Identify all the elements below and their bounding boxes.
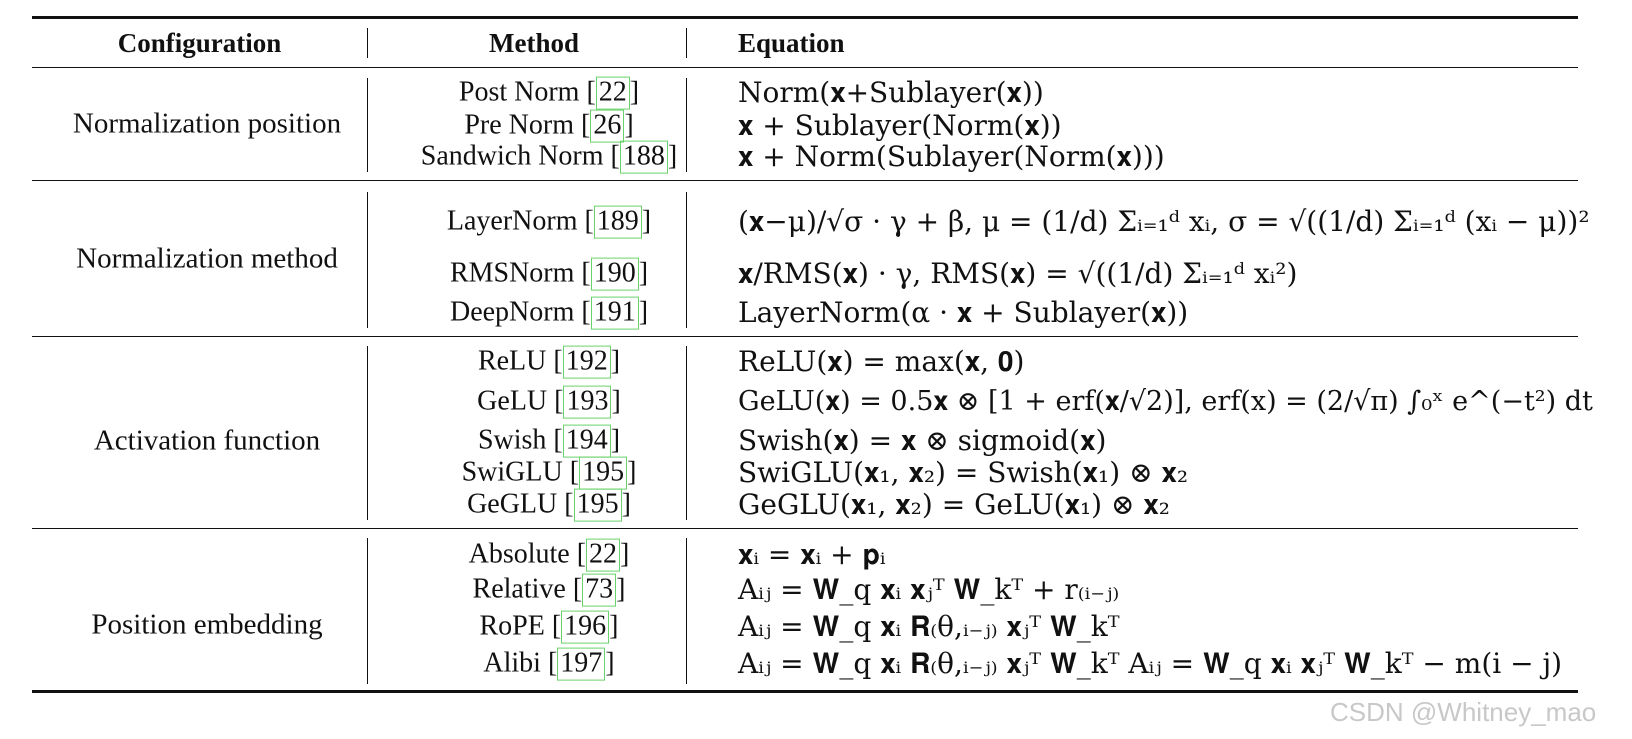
method-name: LayerNorm [446,205,578,237]
config-position-embedding: Position embedding [91,608,323,641]
citation-link[interactable]: 22 [586,539,620,572]
equation-cell: Swish(𝐱) = 𝐱 ⊗ sigmoid(𝐱) [738,424,1107,457]
citation-link[interactable]: 189 [594,206,642,239]
citation-link[interactable]: 73 [582,574,616,607]
method-cell: ReLU [ 192 ] [477,345,621,377]
citation-link[interactable]: 191 [591,297,639,330]
column-separator [686,28,687,58]
method-cell: RoPE [ 196 ] [479,610,619,642]
method-name: Pre Norm [464,109,574,141]
equation-cell: GeGLU(𝐱₁, 𝐱₂) = GeLU(𝐱₁) ⊗ 𝐱₂ [738,488,1170,521]
method-name: ReLU [477,345,547,377]
group-divider [32,336,1578,337]
method-name: Swish [477,424,547,456]
equation-cell: SwiGLU(𝐱₁, 𝐱₂) = Swish(𝐱₁) ⊗ 𝐱₂ [738,456,1189,489]
citation-link[interactable]: 195 [579,457,627,490]
method-name: Post Norm [458,76,580,108]
citation-link[interactable]: 22 [596,77,630,110]
watermark: CSDN @Whitney_mao [1330,697,1597,727]
method-name: RMSNorm [449,257,575,289]
method-cell: SwiGLU [ 195 ] [461,456,637,488]
method-name: RoPE [479,610,545,642]
header-equation: Equation [738,28,845,58]
bottom-rule [32,690,1578,693]
method-name: DeepNorm [449,296,575,328]
method-cell: GeLU [ 193 ] [477,385,621,417]
equation-cell: 𝐱ᵢ = 𝐱ᵢ + 𝐩ᵢ [738,538,886,571]
citation-link[interactable]: 195 [574,489,622,522]
method-cell: Alibi [ 197 ] [483,647,615,679]
equation-cell: GeLU(𝐱) = 0.5𝐱 ⊗ [1 + erf(𝐱/√2)], erf(x) = (2/√π) ∫₀ˣ e^(−t²) dt [738,386,1593,417]
equation-cell: 𝐱 + Sublayer(Norm(𝐱)) [738,109,1062,142]
method-name: Alibi [483,647,541,679]
citation-link[interactable]: 188 [620,141,668,174]
method-name: GeLU [477,385,548,417]
equation-cell: Aᵢⱼ = 𝐖_q 𝐱ᵢ 𝐑₍θ,ᵢ₋ⱼ₎ 𝐱ⱼᵀ 𝐖_kᵀ [738,610,1120,643]
group-divider [32,180,1578,181]
equation-cell: LayerNorm(α · 𝐱 + Sublayer(𝐱)) [738,296,1189,329]
method-cell: DeepNorm [ 191 ] [449,296,649,328]
method-cell: Relative [ 73 ] [472,573,626,605]
citation-link[interactable]: 194 [563,425,611,458]
method-name: SwiGLU [461,456,563,488]
citation-link[interactable]: 190 [591,258,639,291]
equation-cell: ReLU(𝐱) = max(𝐱, 𝟎) [738,345,1025,378]
citation-link[interactable]: 26 [590,110,624,143]
method-name: Relative [472,573,566,605]
method-cell: Pre Norm [ 26 ] [464,109,634,141]
method-cell: Absolute [ 22 ] [468,538,630,570]
equation-cell: Norm(𝐱+Sublayer(𝐱)) [738,76,1044,109]
citation-link[interactable]: 192 [563,346,611,379]
top-rule [32,16,1578,19]
method-name: GeGLU [467,488,558,520]
column-separator [367,28,368,58]
citation-link[interactable]: 196 [561,611,609,644]
citation-link[interactable]: 197 [557,648,605,681]
equation-cell: Aᵢⱼ = 𝐖_q 𝐱ᵢ 𝐱ⱼᵀ 𝐖_kᵀ + r₍ᵢ₋ⱼ₎ [738,573,1120,606]
equation-cell: 𝐱/RMS(𝐱) · γ, RMS(𝐱) = √((1/d) Σᵢ₌₁ᵈ xᵢ²) [738,257,1298,290]
equation-cell: Aᵢⱼ = 𝐖_q 𝐱ᵢ 𝐑₍θ,ᵢ₋ⱼ₎ 𝐱ⱼᵀ 𝐖_kᵀ Aᵢⱼ = 𝐖_q 𝐱ᵢ 𝐱ⱼᵀ 𝐖_kᵀ − m(i − j) [738,647,1563,680]
method-cell: LayerNorm [ 189 ] [446,205,652,237]
equation-cell: (𝐱−μ)/√σ · γ + β, μ = (1/d) Σᵢ₌₁ᵈ xᵢ, σ = √((1/d) Σᵢ₌₁ᵈ (xᵢ − μ))² [738,205,1590,238]
method-cell: GeGLU [ 195 ] [467,488,631,520]
method-cell: Sandwich Norm [ 188 ] [420,140,678,172]
equation-cell: 𝐱 + Norm(Sublayer(Norm(𝐱))) [738,140,1165,173]
config-normalization-position: Normalization position [72,107,342,140]
citation-link[interactable]: 193 [563,386,611,419]
method-cell: RMSNorm [ 190 ] [449,257,649,289]
group-divider [32,528,1578,529]
header-rule [32,67,1578,68]
header-method: Method [489,28,579,58]
config-activation-function: Activation function [93,424,321,457]
method-cell: Post Norm [ 22 ] [458,76,640,108]
header-configuration: Configuration [117,28,282,58]
method-cell: Swish [ 194 ] [477,424,621,456]
config-normalization-method: Normalization method [76,242,338,275]
method-name: Absolute [468,538,570,570]
method-name: Sandwich Norm [420,140,604,172]
